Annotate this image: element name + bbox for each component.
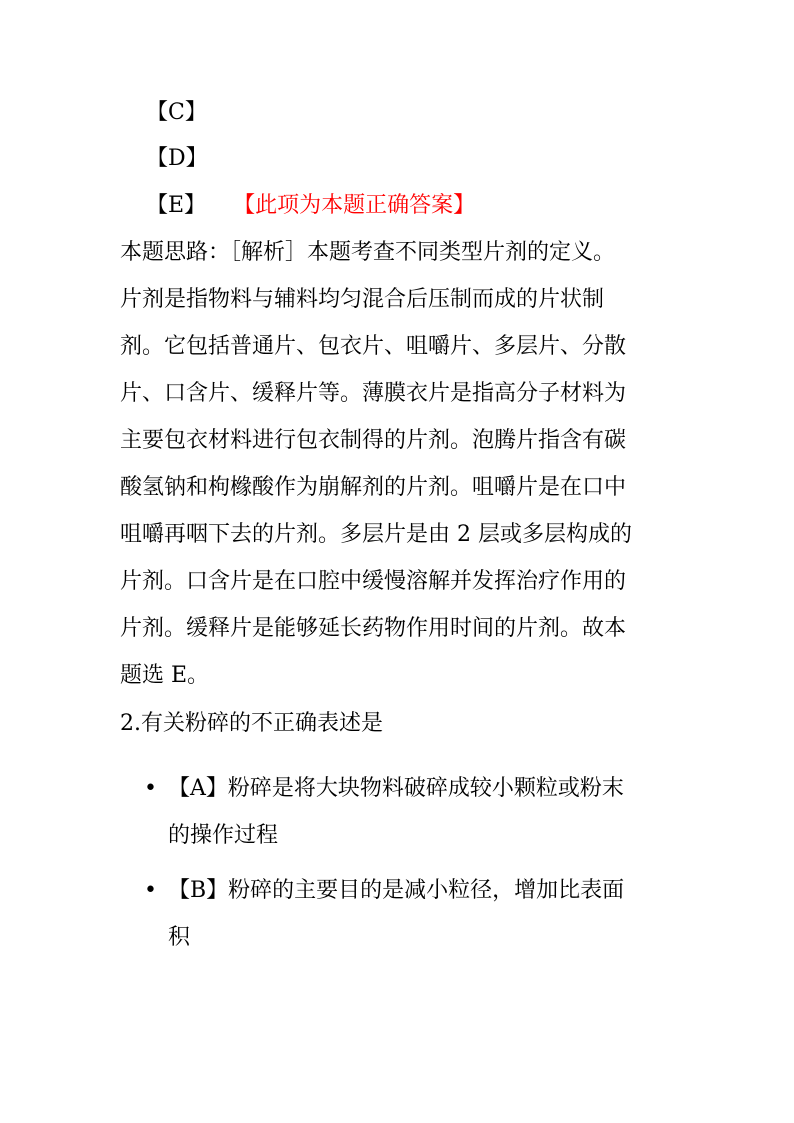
analysis-line: 本题思路：［解析］本题考查不同类型片剂的定义。 xyxy=(120,240,616,265)
analysis-line: 剂。它包括普通片、包衣片、咀嚼片、多层片、分散 xyxy=(120,334,627,359)
analysis-paragraph xyxy=(120,229,680,699)
analysis-line: 咀嚼再咽下去的片剂。多层片是由 2 层或多层构成的 xyxy=(120,522,632,547)
option-a-line: 的操作过程 xyxy=(168,823,279,848)
question-2-options xyxy=(120,765,680,969)
analysis-line: 题选 E。 xyxy=(120,663,210,688)
option-c xyxy=(146,98,207,128)
option-b-line: 【B】粉碎的主要目的是减小粒径，增加比表面 xyxy=(168,878,625,903)
option-d xyxy=(146,144,208,174)
analysis-line: 片、口含片、缓释片等。薄膜衣片是指高分子材料为 xyxy=(120,381,627,406)
bullet-icon: • xyxy=(144,878,157,903)
option-e xyxy=(146,191,475,221)
option-e-label: 【E】 xyxy=(146,193,207,218)
option-c-label: 【C】 xyxy=(146,100,207,125)
option-b-line: 积 xyxy=(168,925,191,950)
analysis-line: 片剂。缓释片是能够延长药物作用时间的片剂。故本 xyxy=(120,616,627,641)
analysis-line: 片剂。口含片是在口腔中缓慢溶解并发挥治疗作用的 xyxy=(120,569,627,594)
correct-answer-note: 【此项为本题正确答案】 xyxy=(244,193,476,218)
question-2-stem: 2.有关粉碎的不正确表述是 xyxy=(120,711,383,736)
analysis-line: 主要包衣材料进行包衣制得的片剂。泡腾片指含有碳 xyxy=(120,428,627,453)
bullet-icon: • xyxy=(144,776,157,801)
option-a-line: 【A】粉碎是将大块物料破碎成较小颗粒或粉末 xyxy=(168,776,624,801)
analysis-line: 酸氢钠和枸橼酸作为崩解剂的片剂。咀嚼片是在口中 xyxy=(120,475,627,500)
option-d-label: 【D】 xyxy=(146,146,208,171)
analysis-line: 片剂是指物料与辅料均匀混合后压制而成的片状制 xyxy=(120,287,605,312)
option-a xyxy=(120,765,680,859)
option-b xyxy=(120,867,680,961)
